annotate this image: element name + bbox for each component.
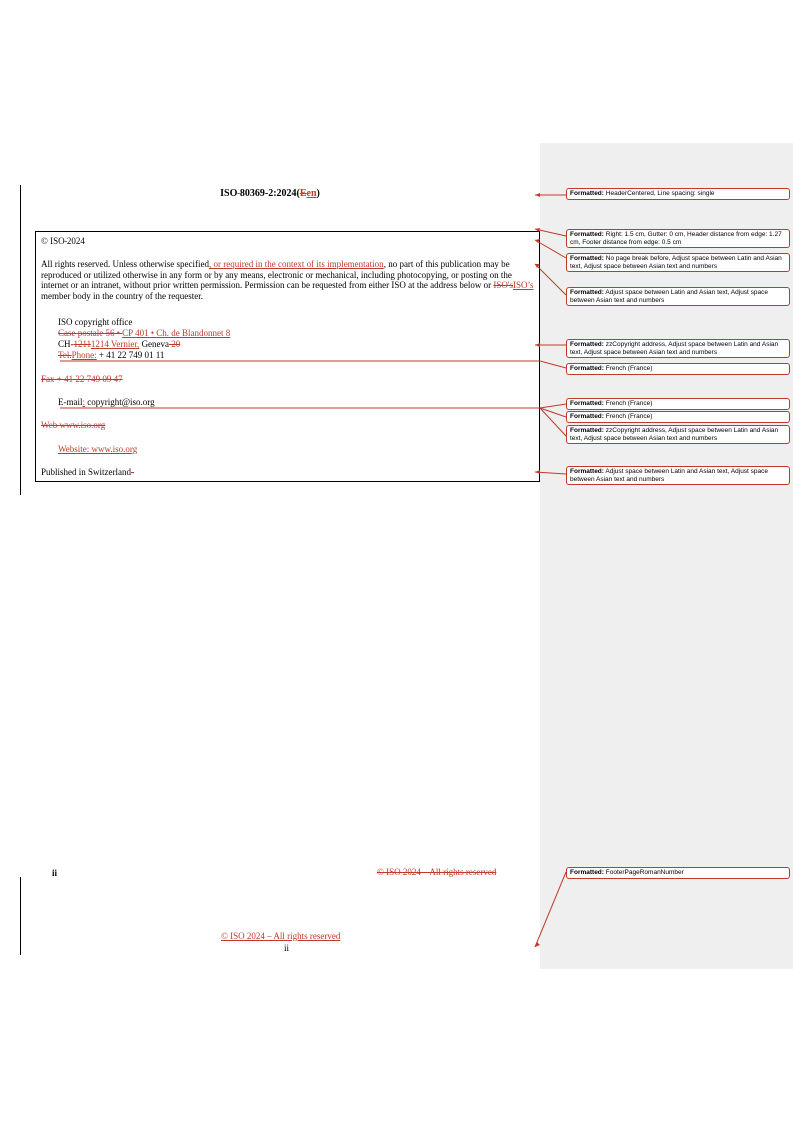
- page-header-title: ISO 80369-2:2024(Een): [220, 188, 320, 199]
- office-email: E-mail: copyright@iso.org: [58, 397, 155, 407]
- published-line: Published in Switzerland-: [41, 467, 134, 477]
- office-name: ISO copyright office: [58, 317, 133, 327]
- office-web-deleted: Web www.iso.org: [41, 420, 106, 430]
- office-address: Case postale 56 • CP 401 • Ch. de Blandonnet 8: [58, 328, 231, 338]
- comment-balloon[interactable]: Formatted: French (France): [566, 363, 790, 375]
- comment-balloon[interactable]: Formatted: No page break before, Adjust space between Latin and Asian text, Adjust space between Asian text and numbers: [566, 253, 790, 272]
- rights-paragraph: All rights reserved. Unless otherwise specified, or required in the context of its implementation, no part of this publication may be reproduced or utilized otherwise in any form or by any means, electronic or mechanical, including photocopying, or posting on the internet or an intranet, without prior written permission. Permission can be requested from either ISO at the address below or ISO'sISO’s member body in the country of the requester.: [41, 259, 534, 301]
- comment-balloon[interactable]: Formatted: HeaderCentered, Line spacing: single: [566, 188, 790, 200]
- footer-rights-deleted: © ISO 2024 – All rights reserved: [377, 867, 497, 877]
- office-website[interactable]: Website: www.iso.org: [58, 444, 138, 454]
- comment-balloon[interactable]: Formatted: Adjust space between Latin and Asian text, Adjust space between Asian text and numbers: [566, 466, 790, 485]
- office-city: CH-12111214 Vernier, Geneva 20: [58, 339, 181, 349]
- comment-balloon[interactable]: Formatted: French (France): [566, 398, 790, 410]
- copyright-line: © ISO 2024: [41, 236, 85, 246]
- comment-balloon[interactable]: Formatted: French (France): [566, 411, 790, 423]
- office-fax-deleted: Fax + 41 22 749 09 47: [41, 374, 123, 384]
- footer-page-number: ii: [284, 943, 290, 953]
- footer-page-number-left: ii: [52, 868, 58, 878]
- comment-balloon[interactable]: Formatted: Adjust space between Latin and Asian text, Adjust space between Asian text and numbers: [566, 287, 790, 306]
- office-phone: Tel.Phone: + 41 22 749 01 11: [58, 350, 165, 360]
- footer-rights: © ISO 2024 – All rights reserved: [221, 931, 341, 941]
- comment-balloon[interactable]: Formatted: zzCopyright address, Adjust space between Latin and Asian text, Adjust space between Asian text and numbers: [566, 425, 790, 444]
- comment-balloon[interactable]: Formatted: Right: 1.5 cm, Gutter: 0 cm, Header distance from edge: 1.27 cm, Footer distance from edge: 0.5 cm: [566, 229, 790, 248]
- comment-balloon[interactable]: Formatted: FooterPageRomanNumber: [566, 867, 790, 879]
- comment-balloon[interactable]: Formatted: zzCopyright address, Adjust space between Latin and Asian text, Adjust space between Asian text and numbers: [566, 339, 790, 358]
